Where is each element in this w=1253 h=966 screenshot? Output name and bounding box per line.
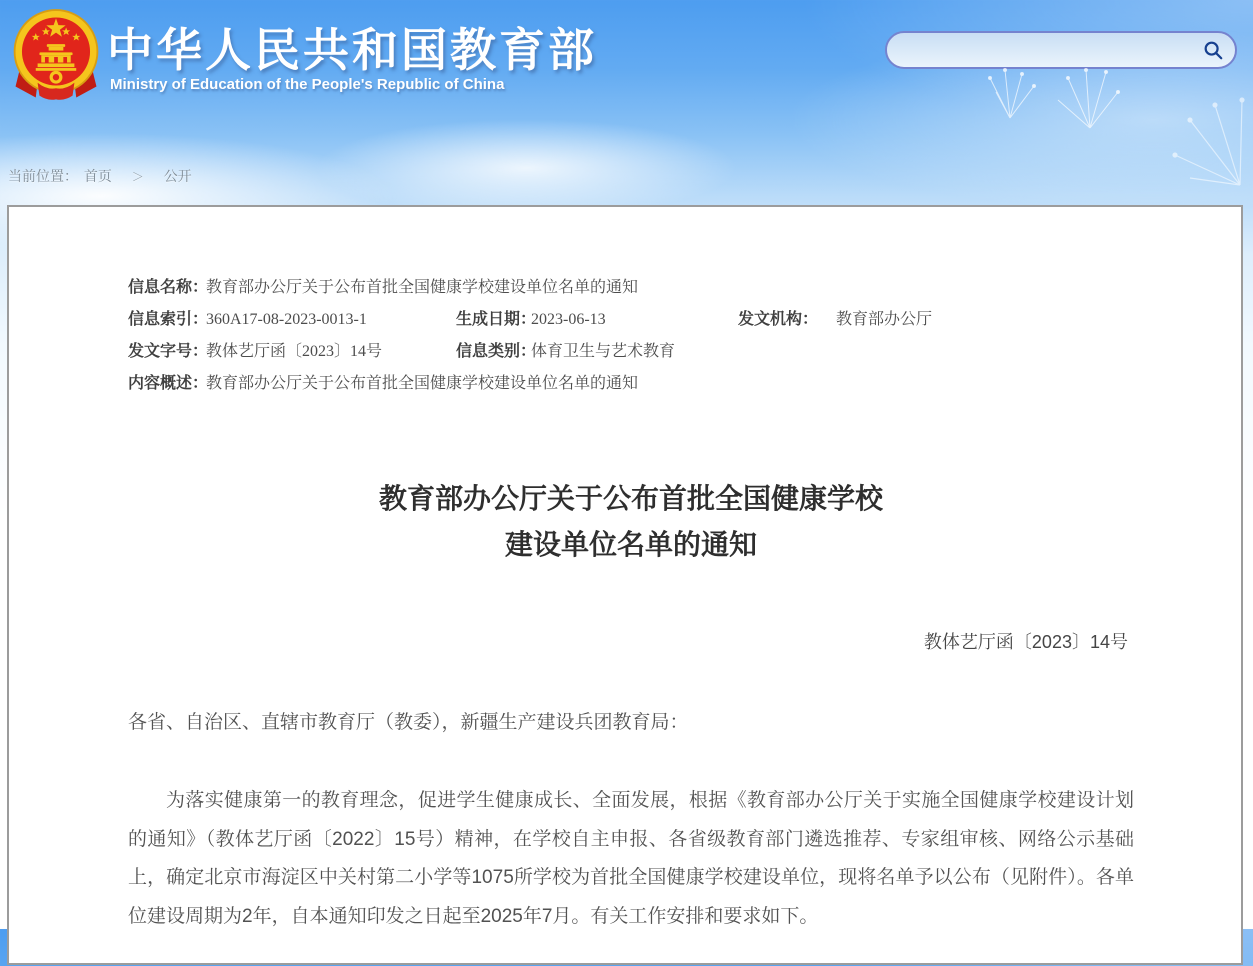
breadcrumb-link-gongkai[interactable]: 公开 — [163, 168, 192, 184]
breadcrumb — [8, 166, 192, 186]
breadcrumb-link-home[interactable]: 首页 — [83, 168, 112, 184]
meta-value-summary: 教育部办公厅关于公布首批全国健康学校建设单位名单的通知 — [206, 375, 639, 392]
meta-value-info-category: 体育卫生与艺术教育 — [531, 343, 676, 360]
meta-row-summary — [128, 368, 1134, 400]
search-input[interactable] — [903, 41, 1199, 60]
meta-value-issue-date: 2023-06-13 — [531, 311, 606, 328]
meta-label-issue-date: 生成日期： — [456, 311, 537, 328]
meta-value-issuing-agency: 教育部办公厅 — [836, 311, 933, 328]
meta-label-issuing-agency: 发文机构： — [738, 311, 819, 328]
meta-row-info-name — [128, 272, 1134, 304]
document-paragraph: 为落实健康第一的教育理念，促进学生健康成长、全面发展，根据《教育部办公厅关于实施全国健康学校建设计划的通知》（教体艺厅函〔2022〕15号）精神，在学校自主申报、各省级教育部门遴选推荐、专家组审核、网络公示基础上，确定北京市海淀区中关村第二小学等1075所学校为首批全国健康学校建设单位，现将名单予以公布（见附件）。各单位建设周期为2年，自本通知印发之日起至2025年7月。有关工作安排和要求如下。 — [128, 790, 1134, 927]
meta-value-info-index: 360A17-08-2023-0013-1 — [206, 311, 367, 328]
document-number: 教体艺厅函〔2023〕14号 — [923, 632, 1128, 652]
breadcrumb-separator: ＞ — [131, 170, 144, 184]
dandelion-decoration-icon — [1130, 60, 1253, 190]
meta-label-info-index: 信息索引： — [128, 311, 209, 328]
document-salutation: 各省、自治区、直辖市教育厅（教委），新疆生产建设兵团教育局： — [128, 712, 689, 733]
content-panel — [7, 205, 1243, 965]
site-title: 中华人民共和国教育部 — [107, 24, 597, 76]
search-button[interactable] — [1199, 36, 1227, 64]
search-icon — [1202, 39, 1224, 61]
meta-row-docnum-category — [128, 336, 1134, 368]
meta-label-info-name: 信息名称： — [128, 279, 209, 296]
meta-label-summary: 内容概述： — [128, 375, 209, 392]
document-title-line2: 建设单位名单的通知 — [504, 529, 757, 560]
document-meta-section — [128, 272, 1134, 400]
document-title — [128, 476, 1134, 568]
site-subtitle: Ministry of Education of the People's Republic of China — [110, 76, 505, 93]
meta-row-index-date-agency — [128, 304, 1134, 336]
china-national-emblem-icon — [10, 4, 102, 110]
document-title-line1: 教育部办公厅关于公布首批全国健康学校 — [378, 483, 883, 514]
meta-value-doc-number: 教体艺厅函〔2023〕14号 — [206, 343, 383, 360]
meta-value-info-name: 教育部办公厅关于公布首批全国健康学校建设单位名单的通知 — [206, 279, 639, 296]
breadcrumb-location-label: 当前位置： — [8, 168, 78, 184]
meta-label-doc-number: 发文字号： — [128, 343, 209, 360]
dandelion-decoration-icon — [950, 8, 1130, 148]
search-bar — [885, 31, 1237, 69]
meta-label-info-category: 信息类别： — [456, 343, 537, 360]
